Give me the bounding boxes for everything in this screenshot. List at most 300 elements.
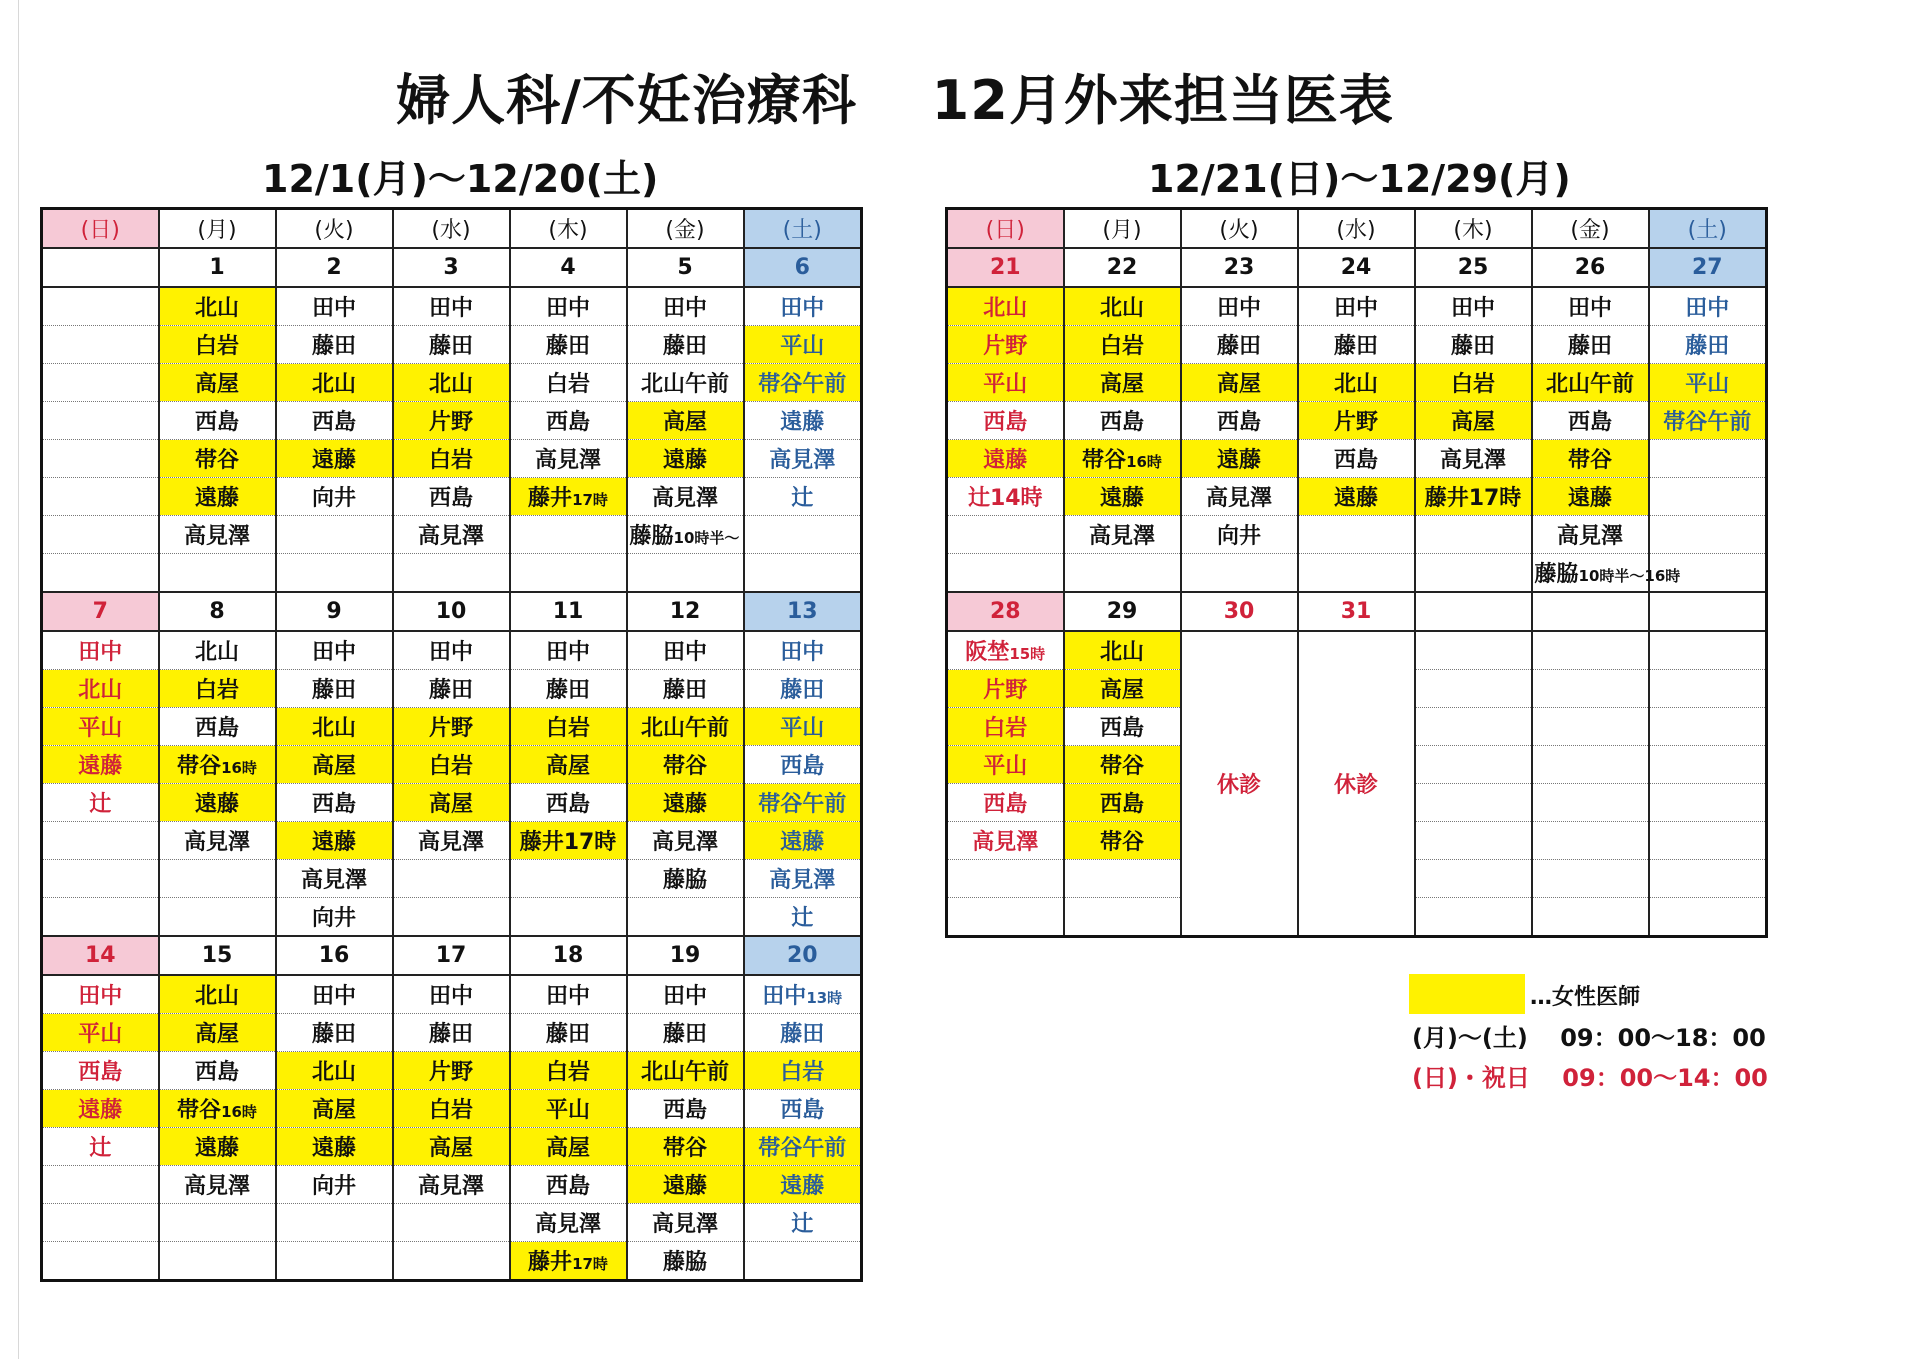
doctor-name: 北山午前: [640, 372, 729, 397]
date-cell: 31: [1298, 592, 1415, 631]
doctor-cell: [1064, 860, 1181, 898]
doctor-cell: 辻: [744, 1204, 862, 1242]
doctor-cell: 藤田: [627, 326, 744, 364]
doctor-cell: 遠藤: [42, 1090, 159, 1128]
doctor-cell: 北山: [276, 364, 393, 402]
doctor-cell: 西島: [159, 708, 276, 746]
doctor-cell: 北山: [1064, 287, 1181, 326]
doctor-cell: 田中: [42, 631, 159, 670]
doctor-cell: 遠藤: [1064, 478, 1181, 516]
doctor-cell: [510, 478, 627, 516]
doctor-cell: 白岩: [393, 1090, 510, 1128]
doctor-cell: 高見澤: [393, 822, 510, 860]
doctor-cell: 高見澤: [1415, 440, 1532, 478]
doctor-name: 藤脇: [1534, 562, 1579, 587]
doctor-cell: 田中: [1181, 287, 1298, 326]
female-doctor-legend: …女性医師: [1530, 985, 1641, 1010]
doctor-cell: [627, 516, 744, 554]
doctor-cell: [1649, 746, 1767, 784]
doctor-cell: 高屋: [276, 746, 393, 784]
doctor-cell: 藤田: [627, 670, 744, 708]
doctor-time-note: 16時: [221, 1103, 257, 1121]
date-cell: 16: [276, 936, 393, 975]
doctor-cell: [1415, 554, 1532, 593]
doctor-name: 阪埜: [965, 640, 1010, 665]
doctor-cell: [1415, 746, 1532, 784]
doctor-cell: 西島: [510, 1166, 627, 1204]
closed-day-cell: 休診: [1298, 631, 1415, 937]
doctor-cell: 田中: [627, 287, 744, 326]
doctor-cell: 田中: [744, 287, 862, 326]
doctor-cell: [393, 860, 510, 898]
doctor-cell: [1649, 822, 1767, 860]
date-cell: 20: [744, 936, 862, 975]
doctor-cell: [42, 860, 159, 898]
page-title: 婦人科/不妊治療科 12月外来担当医表: [396, 69, 1394, 132]
doctor-name: 帯谷午前: [758, 792, 847, 817]
weekday-header-mon: (月): [159, 209, 276, 249]
doctor-cell: [42, 1166, 159, 1204]
doctor-cell: 遠藤: [159, 784, 276, 822]
doctor-cell: [42, 898, 159, 937]
doctor-cell: 高屋: [1181, 364, 1298, 402]
doctor-cell: [1415, 860, 1532, 898]
doctor-cell: [1298, 516, 1415, 554]
date-cell: 3: [393, 248, 510, 287]
doctor-cell: 藤田: [276, 326, 393, 364]
doctor-cell: 藤脇: [627, 860, 744, 898]
doctor-cell: 北山: [276, 1052, 393, 1090]
doctor-cell: 藤田: [1532, 326, 1649, 364]
right-period-heading: 12/21(日)～12/29(月): [1148, 157, 1571, 201]
doctor-cell: [1064, 554, 1181, 593]
doctor-cell: [276, 554, 393, 593]
doctor-cell: [1532, 860, 1649, 898]
doctor-cell: 帯谷午前: [744, 364, 862, 402]
doctor-cell: [159, 1204, 276, 1242]
doctor-cell: 辻: [42, 784, 159, 822]
doctor-name: 藤井: [528, 486, 573, 511]
date-cell: 18: [510, 936, 627, 975]
doctor-time-note: 16時: [1126, 453, 1162, 471]
date-cell: 26: [1532, 248, 1649, 287]
date-cell: [1415, 592, 1532, 631]
doctor-cell: 藤田: [744, 1014, 862, 1052]
doctor-cell: 藤田: [1298, 326, 1415, 364]
doctor-cell: [42, 478, 159, 516]
doctor-cell: 白岩: [744, 1052, 862, 1090]
doctor-cell: [947, 860, 1064, 898]
date-cell: 30: [1181, 592, 1298, 631]
doctor-cell: 田中: [510, 631, 627, 670]
weekday-header-sun: (日): [947, 209, 1064, 249]
doctor-name: 帯谷午前: [758, 1136, 847, 1161]
doctor-cell: 遠藤: [276, 1128, 393, 1166]
date-cell: 25: [1415, 248, 1532, 287]
doctor-cell: [1649, 440, 1767, 478]
weekday-header-tue: (火): [1181, 209, 1298, 249]
doctor-name: 藤井: [528, 1250, 573, 1275]
doctor-cell: 高見澤: [627, 822, 744, 860]
doctor-cell: 高見澤: [947, 822, 1064, 860]
doctor-time-note: 13時: [806, 989, 843, 1007]
doctor-cell: 片野: [393, 1052, 510, 1090]
doctor-cell: 片野: [947, 670, 1064, 708]
doctor-cell: [627, 440, 744, 478]
weekday-header-thu: (木): [510, 209, 627, 249]
doctor-cell: [42, 554, 159, 593]
doctor-cell: [1649, 860, 1767, 898]
doctor-cell: [1532, 554, 1681, 593]
doctor-time-note: 10時半～16時: [1578, 567, 1681, 585]
doctor-cell: 遠藤: [159, 478, 276, 516]
doctor-name: 田中: [762, 984, 807, 1009]
date-cell: 10: [393, 592, 510, 631]
doctor-cell: 田中: [1532, 287, 1649, 326]
doctor-cell: 西島: [627, 1090, 744, 1128]
doctor-cell: [947, 631, 1064, 670]
weekday-header-fri: (金): [1532, 209, 1649, 249]
date-cell: 29: [1064, 592, 1181, 631]
left-period-heading: 12/1(月)～12/20(土): [262, 157, 659, 201]
doctor-time-note: 15時: [1009, 645, 1046, 663]
doctor-cell: 高見澤: [510, 1204, 627, 1242]
doctor-cell: 高屋: [393, 1128, 510, 1166]
doctor-cell: 帯谷: [1532, 440, 1649, 478]
doctor-cell: [1649, 478, 1767, 516]
doctor-cell: [159, 746, 276, 784]
doctor-cell: [393, 898, 510, 937]
doctor-cell: 遠藤: [1181, 440, 1298, 478]
doctor-cell: 白岩: [1415, 364, 1532, 402]
doctor-cell: [1532, 898, 1649, 937]
doctor-cell: 平山: [42, 708, 159, 746]
doctor-cell: [42, 402, 159, 440]
doctor-cell: 向井: [1181, 516, 1298, 554]
doctor-cell: 藤田: [510, 326, 627, 364]
doctor-cell: 高屋: [1064, 364, 1181, 402]
doctor-cell: 高見澤: [510, 440, 627, 478]
doctor-cell: 高見澤: [744, 860, 862, 898]
doctor-cell: 藤田: [1415, 326, 1532, 364]
doctor-cell: 藤井17時: [510, 822, 627, 860]
doctor-cell: 藤田: [1181, 326, 1298, 364]
doctor-cell: [1415, 631, 1532, 670]
doctor-cell: 北山: [276, 708, 393, 746]
doctor-name: 帯谷: [177, 754, 222, 779]
date-cell: 13: [744, 592, 862, 631]
weekday-header-mon: (月): [1064, 209, 1181, 249]
doctor-cell: 北山: [393, 364, 510, 402]
doctor-cell: 向井: [276, 478, 393, 516]
doctor-cell: 西島: [1064, 784, 1181, 822]
doctor-cell: 藤田: [393, 670, 510, 708]
doctor-cell: 田中: [510, 287, 627, 326]
doctor-cell: 高見澤: [159, 1166, 276, 1204]
weekday-header-tue: (火): [276, 209, 393, 249]
doctor-cell: 片野: [1298, 402, 1415, 440]
doctor-cell: 藤田: [276, 670, 393, 708]
doctor-cell: 藤田: [744, 670, 862, 708]
doctor-cell: 辻: [744, 478, 862, 516]
date-cell: 11: [510, 592, 627, 631]
doctor-cell: 遠藤: [744, 822, 862, 860]
date-cell: 28: [947, 592, 1064, 631]
doctor-cell: 帯谷: [159, 440, 276, 478]
doctor-cell: [1649, 784, 1767, 822]
doctor-cell: 高屋: [627, 402, 744, 440]
doctor-cell: 西島: [744, 1090, 862, 1128]
doctor-cell: [744, 784, 862, 822]
doctor-cell: 高屋: [159, 1014, 276, 1052]
doctor-cell: [1649, 898, 1767, 937]
doctor-cell: 藤田: [276, 1014, 393, 1052]
doctor-cell: 高屋: [1415, 402, 1532, 440]
doctor-cell: 田中: [276, 287, 393, 326]
date-cell: 5: [627, 248, 744, 287]
doctor-cell: [510, 554, 627, 593]
doctor-cell: [744, 1242, 862, 1281]
date-cell: 8: [159, 592, 276, 631]
doctor-cell: 帯谷: [1064, 746, 1181, 784]
doctor-cell: 田中: [510, 975, 627, 1014]
doctor-cell: 高見澤: [393, 1166, 510, 1204]
page-left-rule: [18, 0, 19, 1359]
doctor-name: 帯谷: [1082, 448, 1127, 473]
date-cell: [42, 248, 159, 287]
doctor-cell: 西島: [1532, 402, 1649, 440]
doctor-cell: 田中: [276, 975, 393, 1014]
doctor-cell: 遠藤: [744, 1166, 862, 1204]
doctor-cell: 高見澤: [159, 822, 276, 860]
doctor-cell: 平山: [947, 364, 1064, 402]
doctor-cell: [1415, 822, 1532, 860]
doctor-time-note: 16時: [221, 759, 257, 777]
doctor-cell: 西島: [393, 478, 510, 516]
doctor-cell: [159, 860, 276, 898]
doctor-cell: 西島: [510, 784, 627, 822]
doctor-cell: 北山: [1064, 631, 1181, 670]
doctor-cell: [1532, 631, 1649, 670]
doctor-cell: 高屋: [510, 1128, 627, 1166]
doctor-cell: 西島: [159, 402, 276, 440]
doctor-cell: 遠藤: [947, 440, 1064, 478]
doctor-cell: 遠藤: [627, 1166, 744, 1204]
date-cell: 7: [42, 592, 159, 631]
doctor-cell: 遠藤: [276, 822, 393, 860]
date-cell: 6: [744, 248, 862, 287]
doctor-cell: 田中: [1649, 287, 1767, 326]
doctor-cell: 辻: [42, 1128, 159, 1166]
doctor-cell: [1532, 784, 1649, 822]
doctor-cell: 西島: [1064, 708, 1181, 746]
left-schedule-table: [40, 207, 863, 1282]
doctor-cell: [1532, 364, 1649, 402]
doctor-cell: 遠藤: [627, 784, 744, 822]
doctor-cell: 片野: [393, 708, 510, 746]
doctor-cell: [1532, 708, 1649, 746]
date-cell: 14: [42, 936, 159, 975]
doctor-cell: 高見澤: [393, 516, 510, 554]
doctor-cell: [276, 1242, 393, 1281]
doctor-cell: 北山: [42, 670, 159, 708]
weekday-header-wed: (水): [393, 209, 510, 249]
doctor-cell: [510, 898, 627, 937]
doctor-cell: 田中: [744, 631, 862, 670]
doctor-cell: 藤田: [510, 670, 627, 708]
date-cell: 27: [1649, 248, 1767, 287]
doctor-cell: 西島: [947, 402, 1064, 440]
doctor-cell: [1649, 708, 1767, 746]
doctor-cell: [744, 975, 862, 1014]
date-cell: 2: [276, 248, 393, 287]
doctor-cell: 白岩: [1064, 326, 1181, 364]
doctor-cell: 高屋: [1064, 670, 1181, 708]
doctor-cell: 北山: [947, 287, 1064, 326]
date-cell: 9: [276, 592, 393, 631]
doctor-cell: [510, 1242, 627, 1281]
doctor-cell: [393, 1204, 510, 1242]
doctor-cell: [627, 708, 744, 746]
doctor-cell: 西島: [42, 1052, 159, 1090]
doctor-cell: 高見澤: [1064, 516, 1181, 554]
weekday-header-sun: (日): [42, 209, 159, 249]
doctor-cell: 帯谷: [1064, 822, 1181, 860]
closed-day-cell: 休診: [1181, 631, 1298, 937]
weekday-header-sat: (土): [1649, 209, 1767, 249]
doctor-cell: 田中: [393, 975, 510, 1014]
doctor-cell: [42, 1204, 159, 1242]
doctor-cell: [42, 326, 159, 364]
doctor-cell: [159, 1242, 276, 1281]
doctor-cell: [744, 516, 862, 554]
doctor-cell: [744, 1128, 862, 1166]
doctor-time-note: 17時: [572, 1255, 608, 1273]
doctor-cell: [627, 554, 744, 593]
doctor-cell: [744, 554, 862, 593]
doctor-cell: 田中: [1298, 287, 1415, 326]
doctor-name: 北山午前: [1545, 372, 1634, 397]
doctor-name: 遠藤: [662, 448, 707, 473]
doctor-cell: [393, 1242, 510, 1281]
doctor-cell: [947, 898, 1064, 937]
doctor-cell: 藤田: [393, 326, 510, 364]
doctor-cell: 高屋: [276, 1090, 393, 1128]
date-cell: [1532, 592, 1649, 631]
doctor-cell: 北山: [159, 975, 276, 1014]
doctor-cell: 平山: [42, 1014, 159, 1052]
doctor-cell: 高屋: [159, 364, 276, 402]
weekday-header-thu: (木): [1415, 209, 1532, 249]
date-cell: 17: [393, 936, 510, 975]
doctor-cell: 田中: [1415, 287, 1532, 326]
doctor-cell: [159, 898, 276, 937]
date-cell: 24: [1298, 248, 1415, 287]
doctor-cell: 遠藤: [1532, 478, 1649, 516]
doctor-name: 帯谷: [177, 1098, 222, 1123]
doctor-cell: [1415, 708, 1532, 746]
doctor-cell: [276, 1204, 393, 1242]
doctor-cell: 高屋: [510, 746, 627, 784]
doctor-cell: 帯谷: [627, 1128, 744, 1166]
doctor-cell: 藤脇: [627, 1242, 744, 1281]
date-cell: 1: [159, 248, 276, 287]
doctor-cell: [627, 898, 744, 937]
doctor-cell: 高見澤: [159, 516, 276, 554]
doctor-cell: 平山: [510, 1090, 627, 1128]
date-cell: 19: [627, 936, 744, 975]
doctor-cell: 帯谷: [627, 746, 744, 784]
doctor-cell: 遠藤: [276, 440, 393, 478]
doctor-cell: [1415, 670, 1532, 708]
doctor-cell: [627, 364, 744, 402]
doctor-cell: 片野: [947, 326, 1064, 364]
doctor-cell: [42, 1242, 159, 1281]
doctor-cell: [510, 516, 627, 554]
doctor-time-note: 17時: [572, 491, 608, 509]
doctor-cell: 西島: [744, 746, 862, 784]
doctor-cell: 白岩: [393, 440, 510, 478]
doctor-cell: [947, 554, 1064, 593]
doctor-cell: [1298, 554, 1415, 593]
doctor-cell: [159, 554, 276, 593]
doctor-cell: 西島: [276, 784, 393, 822]
doctor-cell: [510, 860, 627, 898]
date-cell: 21: [947, 248, 1064, 287]
weekday-header-wed: (水): [1298, 209, 1415, 249]
doctor-cell: 高見澤: [276, 860, 393, 898]
doctor-cell: 白岩: [393, 746, 510, 784]
doctor-cell: [393, 554, 510, 593]
doctor-cell: 平山: [1649, 364, 1767, 402]
doctor-cell: [1649, 631, 1767, 670]
doctor-name: 北山午前: [640, 1060, 729, 1085]
weekday-hours: (月)～(土) 09：00～18：00: [1412, 1024, 1766, 1052]
doctor-cell: [1649, 516, 1767, 554]
doctor-cell: 高見澤: [627, 1204, 744, 1242]
doctor-cell: 帯谷午前: [1649, 402, 1767, 440]
doctor-cell: [1532, 670, 1649, 708]
doctor-cell: 西島: [276, 402, 393, 440]
female-doctor-swatch: [1409, 974, 1525, 1014]
doctor-cell: [159, 1090, 276, 1128]
doctor-cell: 西島: [1181, 402, 1298, 440]
doctor-cell: 西島: [510, 402, 627, 440]
weekday-header-sat: (土): [744, 209, 862, 249]
date-cell: 12: [627, 592, 744, 631]
doctor-cell: 西島: [159, 1052, 276, 1090]
doctor-cell: [276, 516, 393, 554]
doctor-cell: 白岩: [510, 364, 627, 402]
doctor-time-note: 10時半～: [673, 529, 740, 547]
doctor-cell: 田中: [42, 975, 159, 1014]
doctor-cell: [1532, 822, 1649, 860]
doctor-cell: 藤田: [393, 1014, 510, 1052]
doctor-cell: 田中: [393, 631, 510, 670]
doctor-cell: 藤田: [1649, 326, 1767, 364]
date-cell: 22: [1064, 248, 1181, 287]
doctor-cell: [627, 1052, 744, 1090]
doctor-cell: 藤田: [627, 1014, 744, 1052]
sunday-holiday-hours: (日)・祝日 09：00～14：00: [1412, 1064, 1768, 1092]
doctor-cell: 平山: [744, 326, 862, 364]
doctor-cell: 高屋: [393, 784, 510, 822]
doctor-cell: 白岩: [947, 708, 1064, 746]
doctor-cell: [1064, 898, 1181, 937]
doctor-cell: [1415, 784, 1532, 822]
doctor-cell: 辻14時: [947, 478, 1064, 516]
doctor-cell: [1064, 440, 1181, 478]
